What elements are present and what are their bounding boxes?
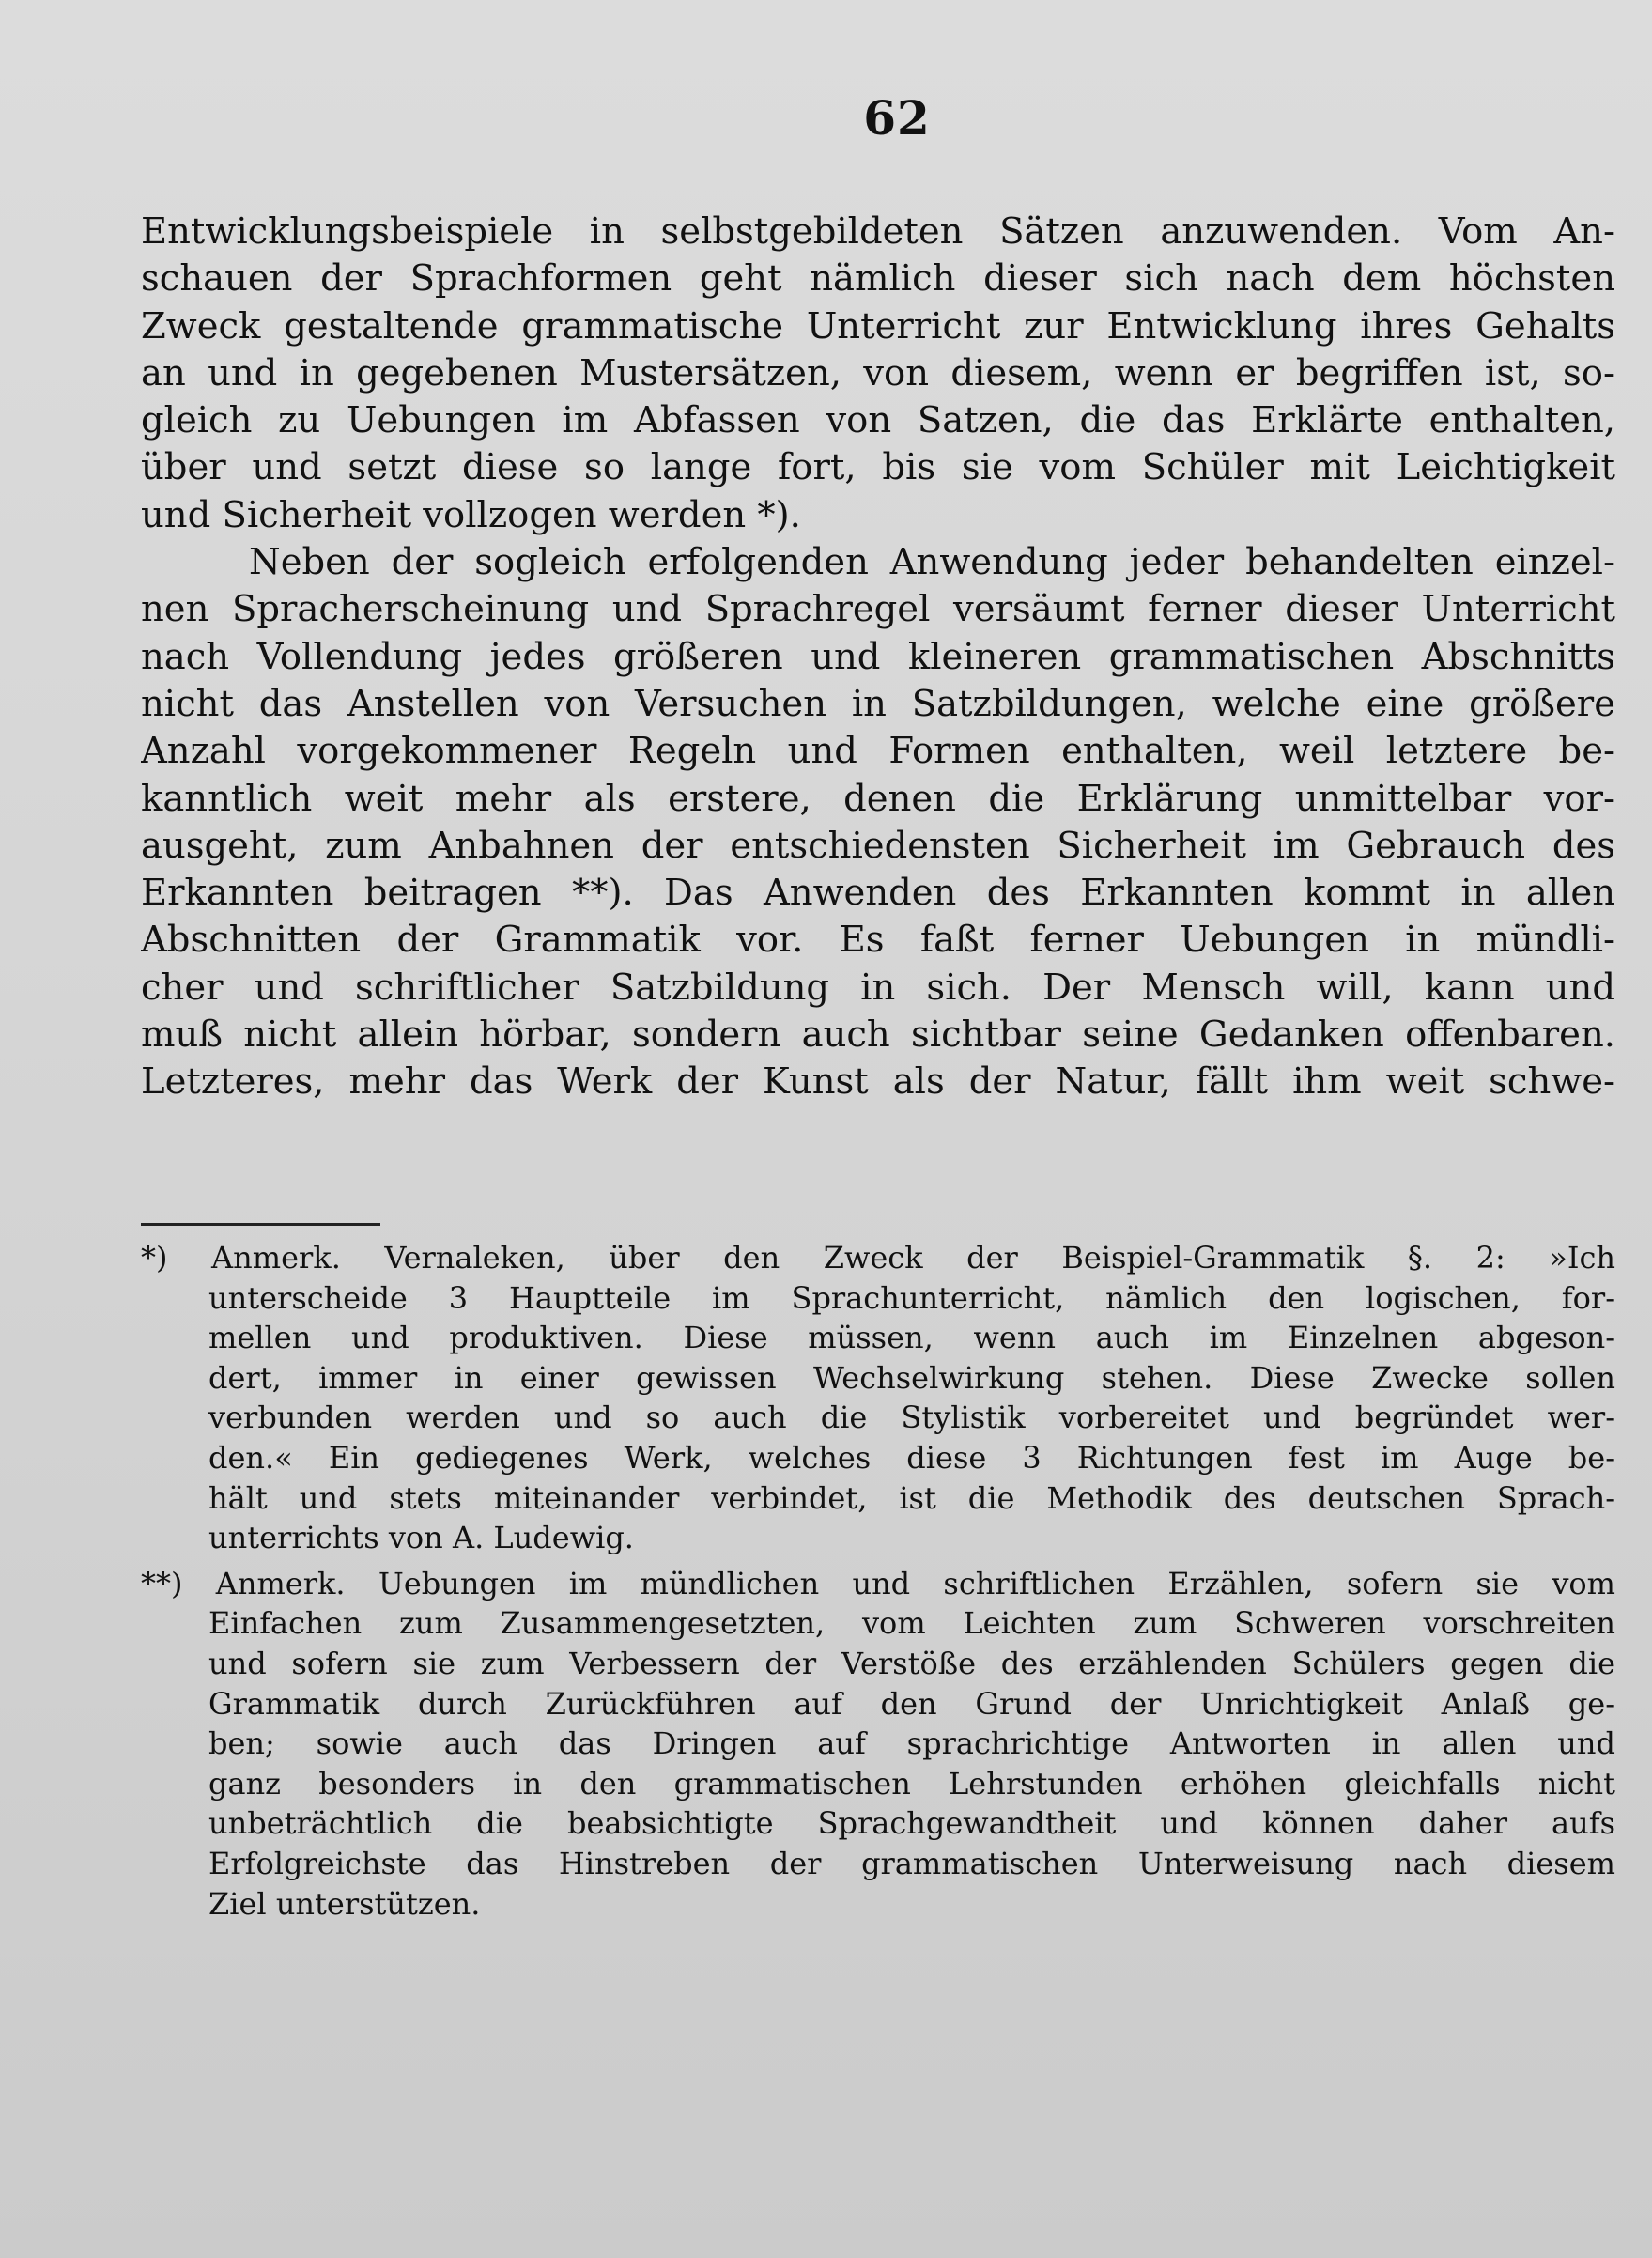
footnote-line: Grammatik durch Zurückführen auf den Grund der Unrichtigkeit Anlaß ge-: [208, 1685, 1615, 1722]
footnote-line: hält und stets miteinander verbindet, ist die Methodik des deutschen Sprach-: [208, 1479, 1615, 1516]
body-line: nach Vollendung jedes größeren und kleineren grammatischen Abschnitts: [141, 635, 1615, 678]
footnote-line: Einfachen zum Zusammengesetzten, vom Leichten zum Schweren vorschreiten: [208, 1605, 1615, 1642]
body-line: gleich zu Uebungen im Abfassen von Satzen, die das Erklärte enthalten,: [141, 399, 1615, 442]
body-line: nen Spracherscheinung und Sprachregel versäumt ferner dieser Unterricht: [141, 588, 1615, 631]
body-line: Entwicklungsbeispiele in selbstgebildeten Sätzen anzuwenden. Vom An-: [141, 210, 1615, 253]
body-line: und Sicherheit vollzogen werden *).: [141, 493, 801, 536]
footnote-line: verbunden werden und so auch die Stylistik vorbereitet und begründet wer-: [208, 1400, 1615, 1436]
body-line: Neben der sogleich erfolgenden Anwendung jeder behandelten einzel-: [249, 541, 1615, 584]
body-line: Anzahl vorgekommener Regeln und Formen enthalten, weil letztere be-: [141, 730, 1615, 773]
footnote-divider: [141, 1223, 380, 1226]
body-line: cher und schriftlicher Satzbildung in sich. Der Mensch will, kann und: [141, 966, 1615, 1009]
footnote-2: [141, 1564, 1615, 1924]
body-line: muß nicht allein hörbar, sondern auch sichtbar seine Gedanken offenbaren.: [141, 1013, 1615, 1057]
body-line: kanntlich weit mehr als erstere, denen die Erklärung unmittelbar vor-: [141, 777, 1615, 820]
body-line: über und setzt diese so lange fort, bis sie vom Schüler mit Leichtigkeit: [141, 446, 1615, 489]
footnote-line: unbeträchtlich die beabsichtigte Sprachgewandtheit und können daher aufs: [208, 1805, 1615, 1842]
body-line: nicht das Anstellen von Versuchen in Satzbildungen, welche eine größere: [141, 682, 1615, 725]
footnote-line: unterscheide 3 Hauptteile im Sprachunterricht, nämlich den logischen, for-: [208, 1279, 1615, 1316]
footnote-line: ganz besonders in den grammatischen Lehrstunden erhöhen gleichfalls nicht: [208, 1765, 1615, 1802]
body-line: Erkannten beitragen **). Das Anwenden des Erkannten kommt in allen: [141, 872, 1615, 915]
body-line: schauen der Sprachformen geht nämlich dieser sich nach dem höchsten: [141, 257, 1615, 301]
body-line: Zweck gestaltende grammatische Unterricht zur Entwicklung ihres Gehalts: [141, 304, 1615, 348]
body-line: Letzteres, mehr das Werk der Kunst als der Natur, fällt ihm weit schwe-: [141, 1060, 1615, 1104]
footnote-line: und sofern sie zum Verbessern der Verstöße des erzählenden Schülers gegen die: [208, 1645, 1615, 1681]
page-number: 62: [863, 90, 931, 146]
footnote-line: *) Anmerk. Vernaleken, über den Zweck der Beispiel-Grammatik §. 2: »Ich: [141, 1240, 1615, 1276]
footnote-line: ben; sowie auch das Dringen auf sprachrichtige Antworten in allen und: [208, 1725, 1615, 1762]
footnote-line: mellen und produktiven. Diese müssen, wenn auch im Einzelnen abgeson-: [208, 1320, 1615, 1356]
footnote-line: **) Anmerk. Uebungen im mündlichen und schriftlichen Erzählen, sofern sie vom: [141, 1565, 1615, 1601]
body-line: ausgeht, zum Anbahnen der entschiedensten Sicherheit im Gebrauch des: [141, 824, 1615, 867]
body-line: Abschnitten der Grammatik vor. Es faßt ferner Uebungen in mündli-: [141, 919, 1615, 962]
footnote-1: [141, 1238, 1615, 1558]
footnotes: [141, 1238, 1615, 1924]
footnote-line: unterrichts von A. Ludewig.: [208, 1520, 634, 1556]
footnote-line: Ziel unterstützen.: [208, 1885, 481, 1922]
footnote-line: dert, immer in einer gewissen Wechselwirkung stehen. Diese Zwecke sollen: [208, 1359, 1615, 1396]
footnote-line: Erfolgreichste das Hinstreben der grammatischen Unterweisung nach diesem: [208, 1845, 1615, 1881]
body-line: an und in gegebenen Mustersätzen, von diesem, wenn er begriffen ist, so-: [141, 351, 1615, 394]
footnote-line: den.« Ein gediegenes Werk, welches diese 3 Richtungen fest im Auge be-: [208, 1439, 1615, 1476]
body-text: [141, 209, 1615, 1106]
